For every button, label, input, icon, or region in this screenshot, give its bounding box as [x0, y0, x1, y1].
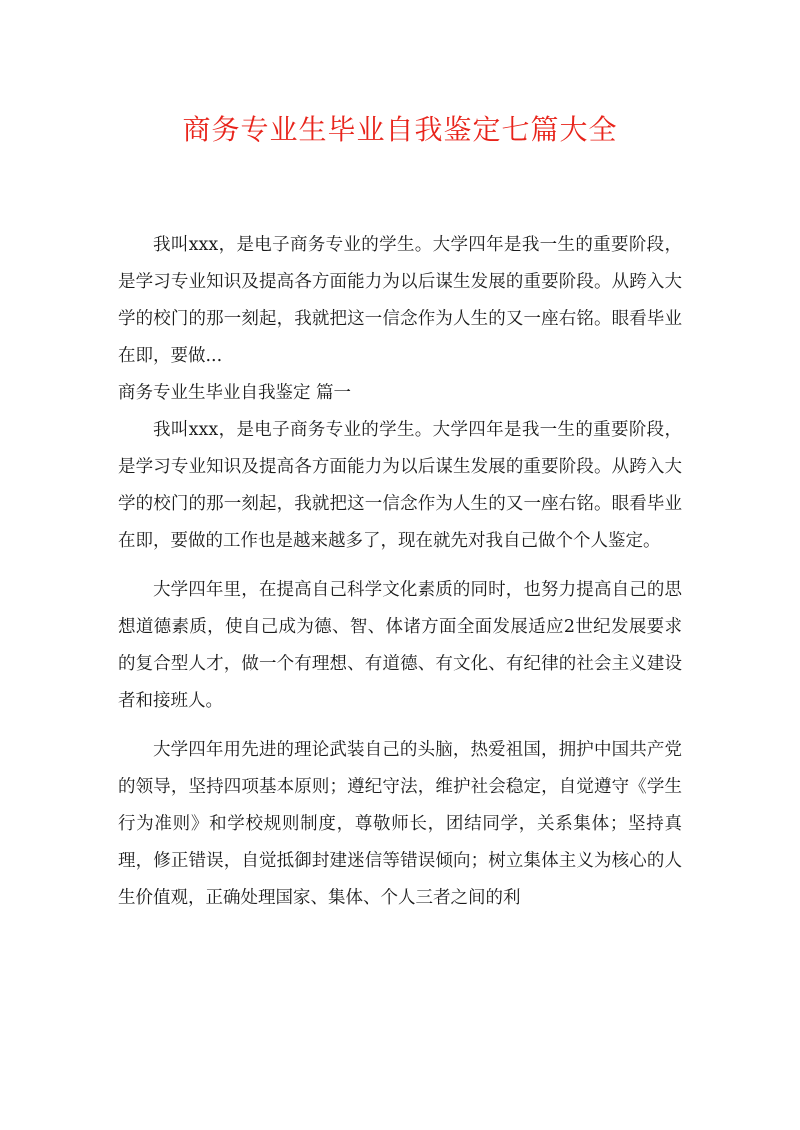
document-body [118, 227, 682, 917]
document-title: 商务专业生毕业自我鉴定七篇大全 [182, 113, 618, 146]
body-paragraph-1: 我叫xxx，是电子商务专业的学生。大学四年是我一生的重要阶段，是学习专业知识及提高各方面能力为以后谋生发展的重要阶段。从跨入大学的校门的那一刻起，我就把这一信念作为人生的又一座右铭。眼看毕业在即，要做的工作也是越来越多了，现在就先对我自己做个个人鉴定。 [118, 420, 682, 551]
body-paragraph-2: 大学四年里，在提高自己科学文化素质的同时，也努力提高自己的思想道德素质，使自己成为德、智、体诸方面全面发展适应2世纪发展要求的复合型人才，做一个有理想、有道德、有文化、有纪律的社会主义建设者和接班人。 [118, 580, 682, 711]
intro-paragraph: 我叫xxx，是电子商务专业的学生。大学四年是我一生的重要阶段，是学习专业知识及提高各方面能力为以后谋生发展的重要阶段。从跨入大学的校门的那一刻起，我就把这一信念作为人生的又一座右铭。眼看毕业在即，要做... [118, 235, 682, 366]
body-paragraph-3: 大学四年用先进的理论武装自己的头脑，热爱祖国，拥护中国共产党的领导，坚持四项基本原则；遵纪守法，维护社会稳定，自觉遵守《学生行为准则》和学校规则制度，尊敬师长，团结同学，关系集体；坚持真理，修正错误，自觉抵御封建迷信等错误倾向；树立集体主义为核心的人生价值观，正确处理国家、集体、个人三者之间的利 [118, 740, 682, 908]
section-heading: 商务专业生毕业自我鉴定 篇一 [118, 383, 352, 403]
